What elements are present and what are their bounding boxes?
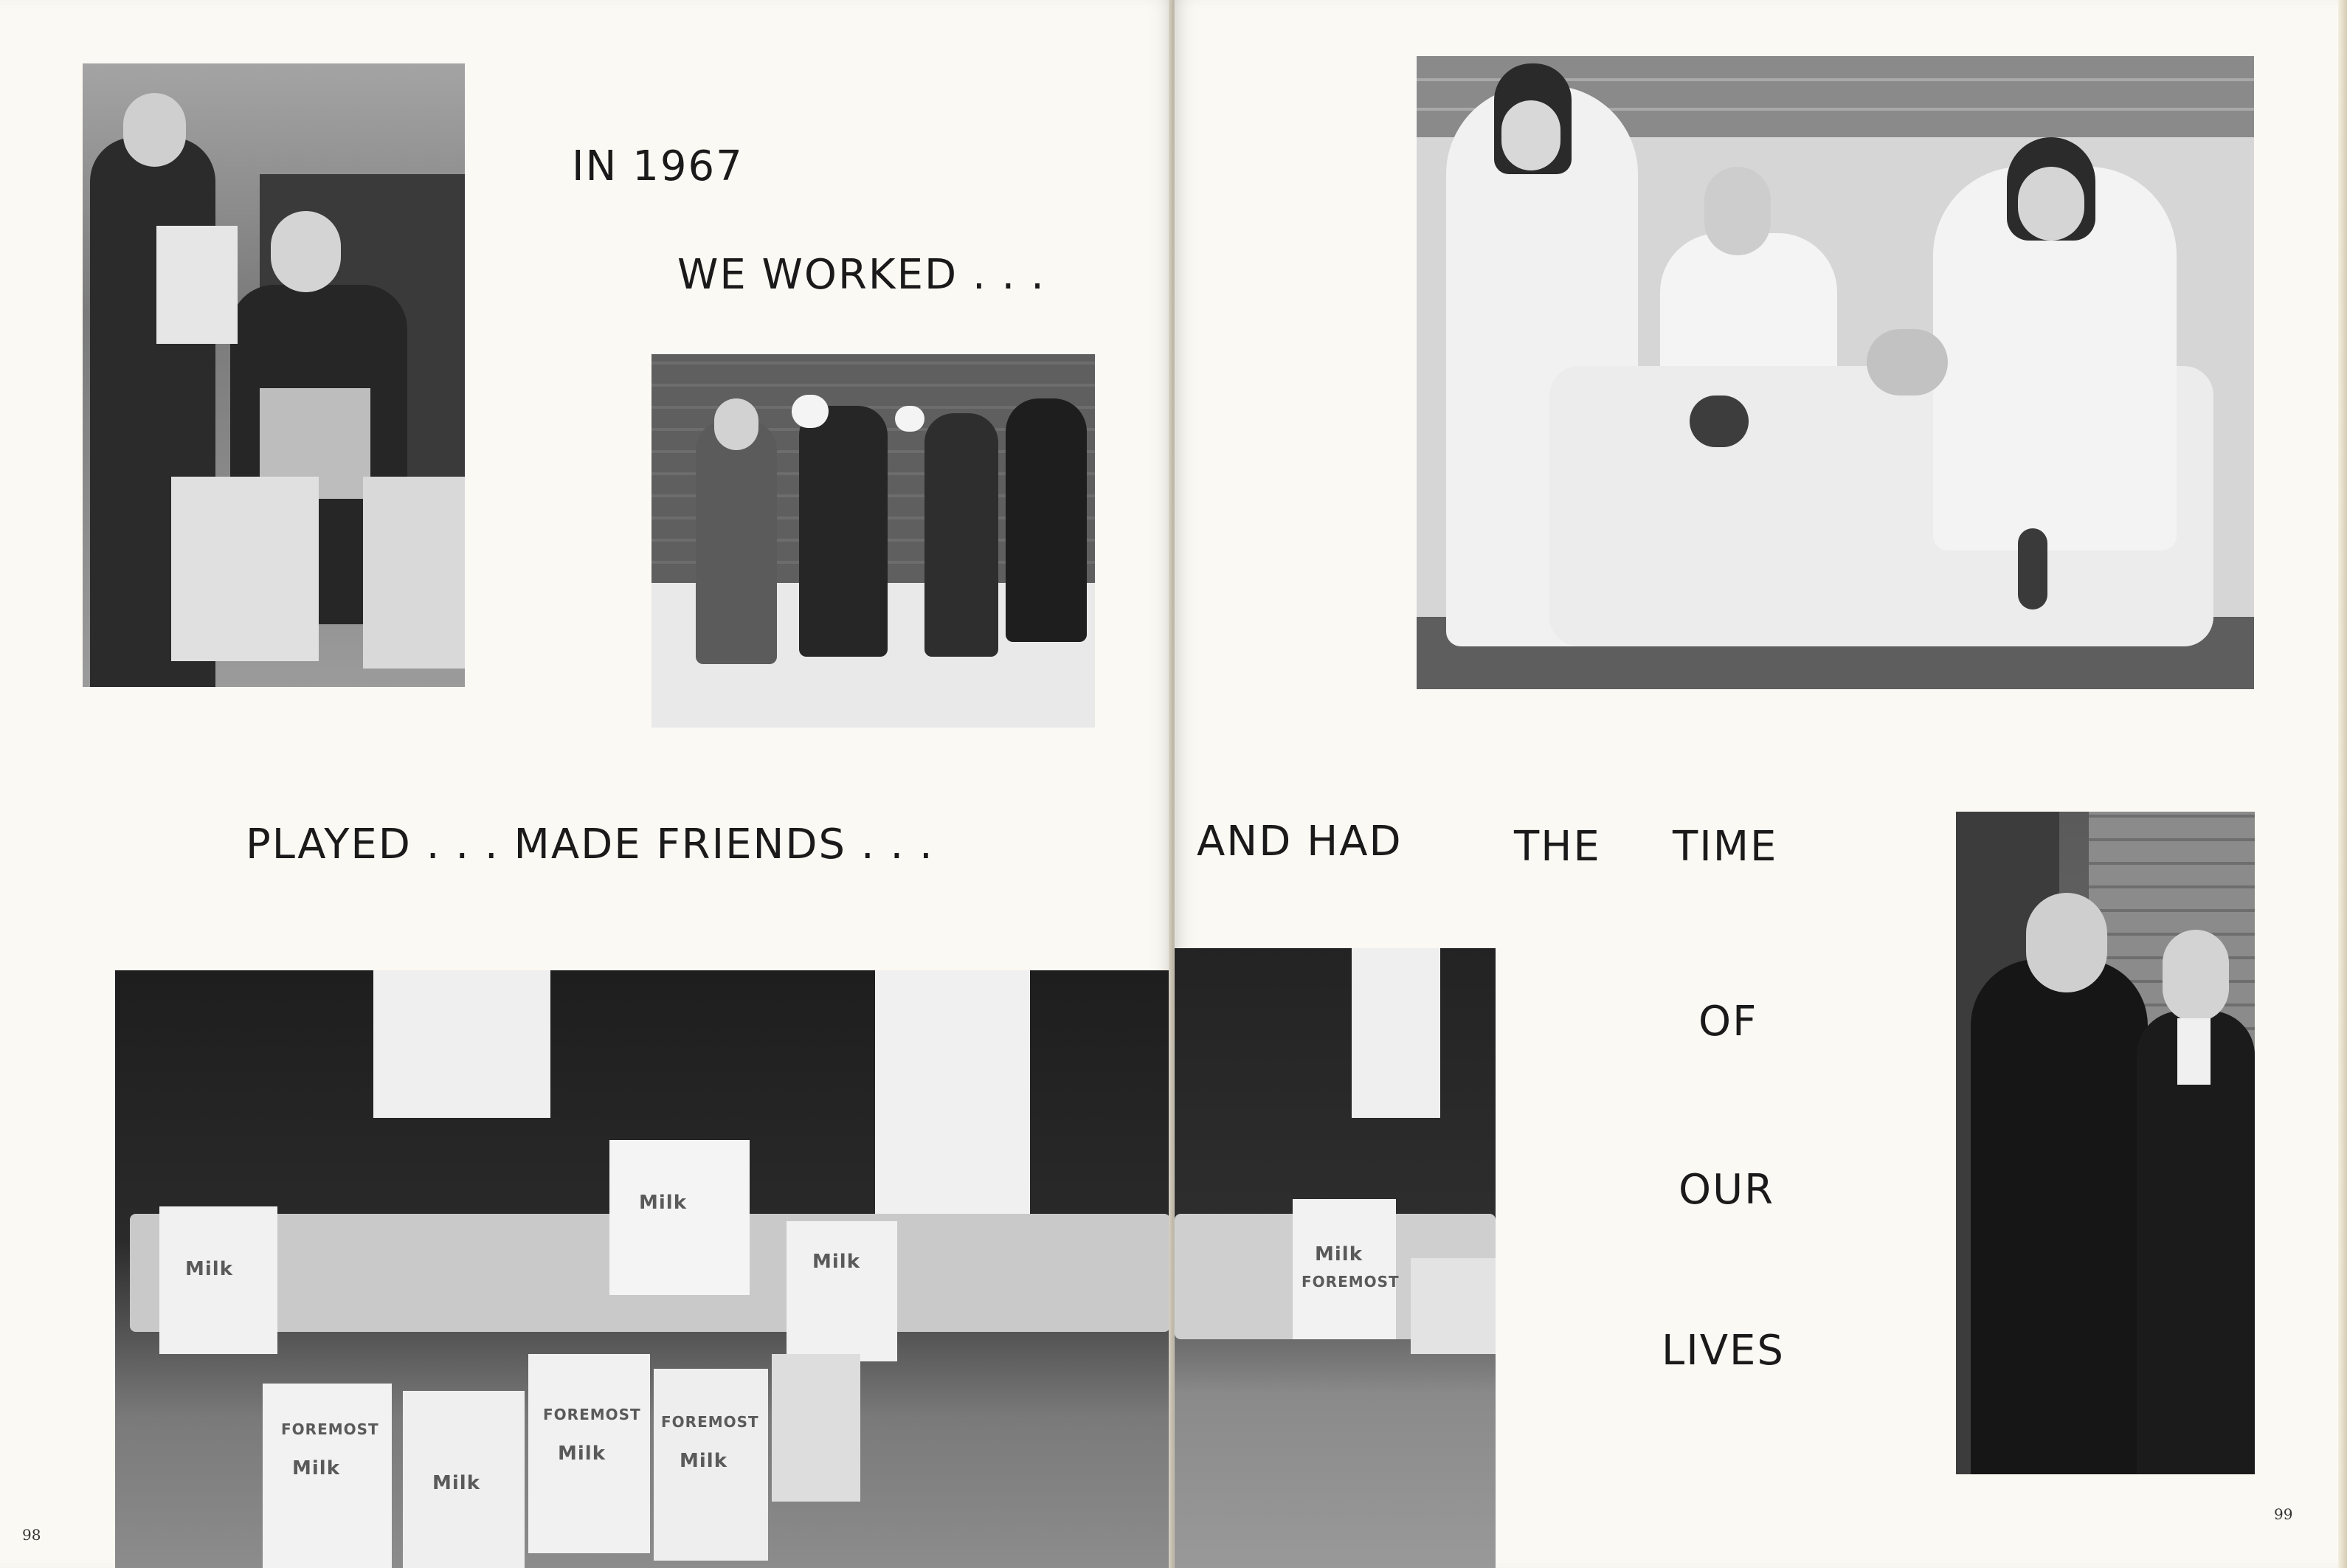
milk-carton-label: Milk: [680, 1450, 727, 1472]
page-number-left: 98: [22, 1526, 41, 1544]
milk-carton-label: Milk: [1315, 1243, 1363, 1265]
caption-time: TIME: [1673, 823, 1778, 871]
milk-carton-label: Milk: [432, 1472, 480, 1494]
caption-in-1967: IN 1967: [572, 142, 744, 190]
page-number-right: 99: [2274, 1505, 2293, 1523]
milk-carton-label: Milk: [639, 1192, 687, 1214]
milk-brand-label: FOREMOST: [281, 1420, 379, 1438]
caption-lives: LIVES: [1662, 1327, 1785, 1375]
milk-brand-label: FOREMOST: [661, 1413, 759, 1431]
photo-costumed-students: [1417, 56, 2254, 689]
milk-brand-label: FOREMOST: [543, 1406, 641, 1423]
caption-the: THE: [1514, 823, 1601, 871]
caption-played-made-friends: PLAYED . . . MADE FRIENDS . . .: [246, 821, 934, 868]
photo-snowball-fight: [651, 354, 1095, 728]
photo-students-with-books: [83, 63, 465, 687]
photo-cafeteria-milk-left: [115, 970, 1172, 1568]
milk-carton-label: Milk: [292, 1457, 340, 1479]
milk-carton-label: Milk: [185, 1258, 233, 1280]
caption-and-had: AND HAD: [1197, 818, 1403, 866]
caption-our: OUR: [1679, 1166, 1774, 1214]
caption-of: OF: [1698, 998, 1758, 1046]
caption-we-worked: WE WORKED . . .: [677, 251, 1045, 299]
book-edge-right: [2338, 0, 2347, 1568]
milk-carton-label: Milk: [812, 1251, 860, 1273]
page-99: [1175, 0, 2347, 1568]
photo-cafeteria-milk-right: [1175, 948, 1496, 1568]
photo-priest-greeting-student: [1956, 812, 2255, 1474]
page-98: [0, 0, 1172, 1568]
milk-carton-label: Milk: [558, 1443, 606, 1465]
milk-brand-label: FOREMOST: [1302, 1273, 1400, 1291]
